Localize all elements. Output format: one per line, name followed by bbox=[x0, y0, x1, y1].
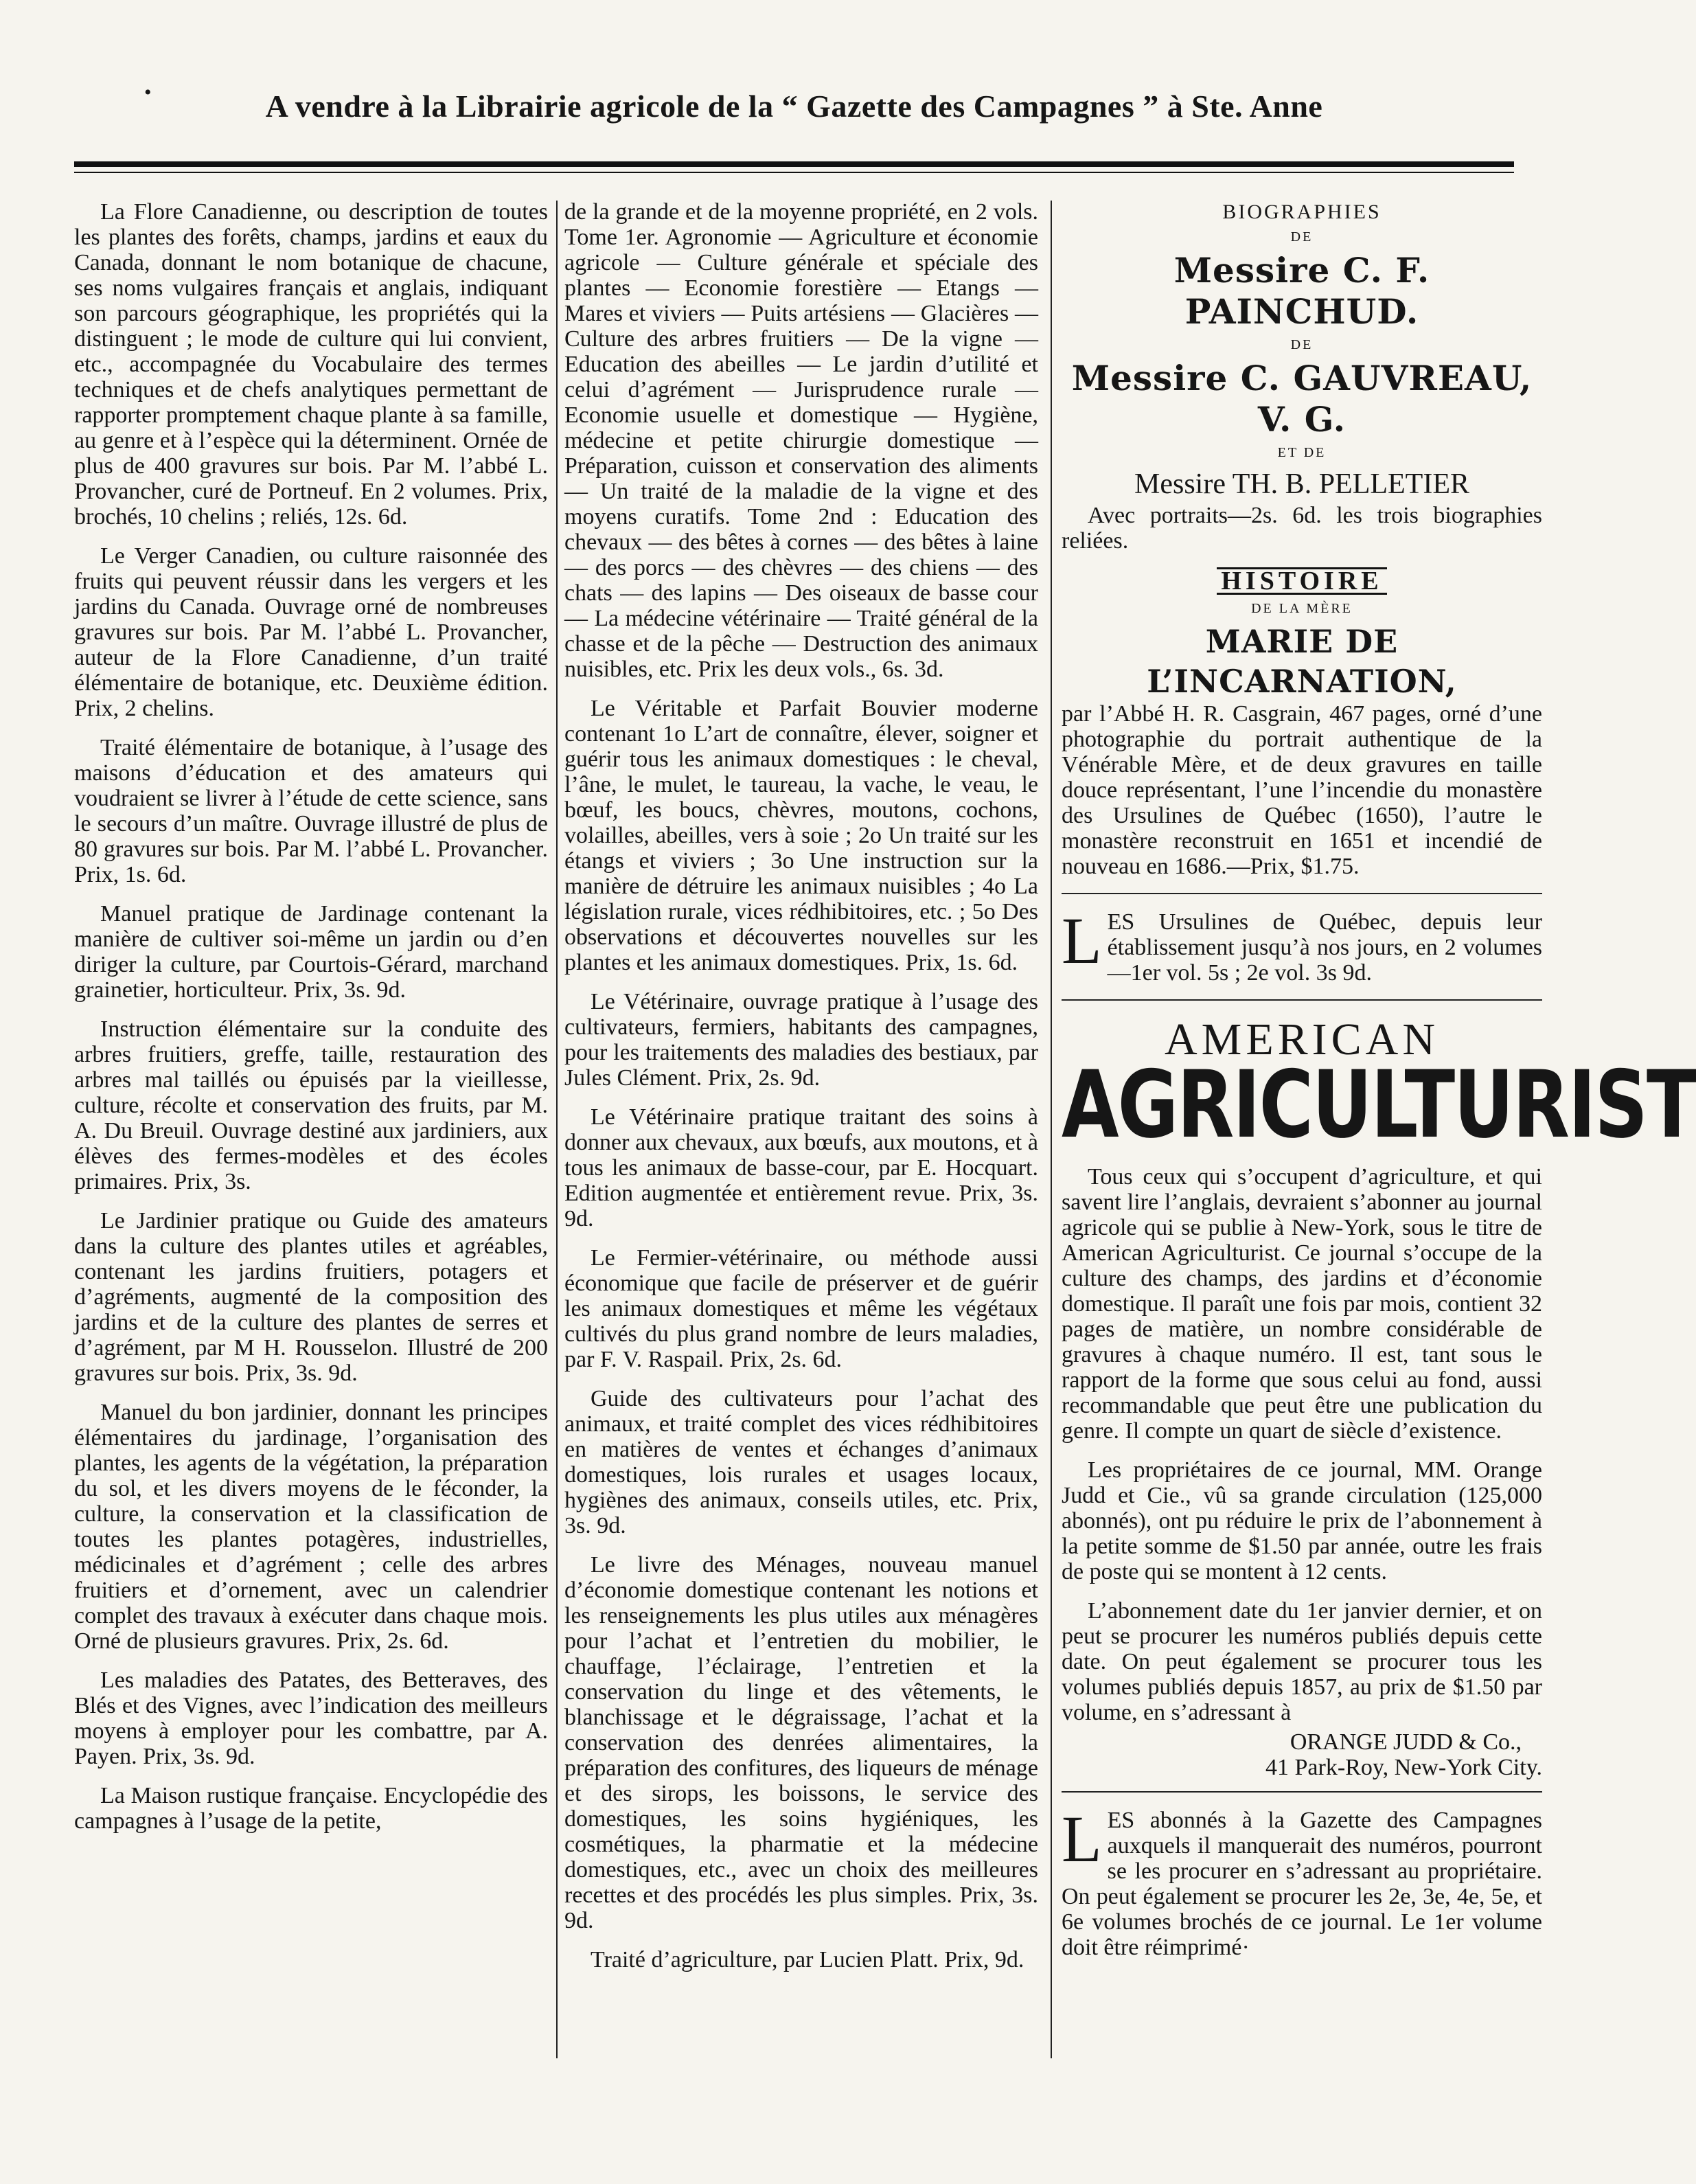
article-traite-agriculture: Traité d’agriculture, par Lucien Platt. Prix, 9d. bbox=[591, 1947, 1024, 1972]
biographies-heading: BIOGRAPHIES bbox=[1222, 201, 1382, 223]
biographies-de-2: DE bbox=[1290, 337, 1314, 352]
article-manuel-jardinage: Manuel pratique de Jardinage contenant la manière de cultiver soi-même un jardin ou d’en diriger la culture, par Courtois-Gérard, marchand grainetier, horticulteur. Prix, 3s. 9d. bbox=[74, 901, 548, 1003]
agriculturist-heading: AGRICULTURIST bbox=[1062, 1051, 1696, 1159]
article-instruction-arbres: Instruction élémentaire sur la conduite des arbres fruitiers, greffe, taille, restauration des arbres mal taillés ou épuisés par la vieillesse, culture, récolte et conservation des fruits, par M. A. Du Breuil. Ouvrage destiné aux jardiniers, aux élèves des fermes-modèles et des écoles primaires. Prix, 3s. bbox=[74, 1016, 548, 1194]
ursulines-notice bbox=[1062, 904, 1542, 986]
article-guide-cultivateurs: Guide des cultivateurs pour l’achat des animaux, et traité complet des vices rédhibitoires en matières de ventes et échanges d’animaux domestiques, lois rurales et usages locaux, hygiènes des animaux, conseils utiles, etc. Prix, 3s. 9d. bbox=[564, 1386, 1038, 1538]
histoire-heading: HISTOIRE bbox=[1217, 567, 1386, 595]
separator-abonnes bbox=[1062, 1791, 1542, 1793]
american-heading: AMERICAN bbox=[1164, 1014, 1439, 1065]
agriculturist-heading-wrap bbox=[1062, 1051, 1696, 1159]
article-maladies-patates: Les maladies des Patates, des Betteraves, des Blés et des Vignes, avec l’indication des meilleurs moyens à employer pour les combattre, par A. Payen. Prix, 3s. 9d. bbox=[74, 1668, 548, 1769]
column-divider-2 bbox=[1051, 201, 1052, 2058]
page-header: A vendre à la Librairie agricole de la “ Gazette des Campagnes ” à Ste. Anne bbox=[265, 89, 1323, 124]
column-divider-1 bbox=[556, 201, 558, 2058]
column-3 bbox=[1062, 199, 1696, 1974]
orange-judd-signature: ORANGE JUDD & Co., bbox=[1290, 1729, 1522, 1755]
article-verger-canadien: Le Verger Canadien, ou culture raisonnée des fruits qui peuvent réussir dans les vergers et les jardins du Canada. Ouvrage orné de nombreuses gravures sur bois. Par M. l’abbé L. Provancher, auteur de la Flore Canadienne, d’un traité élémentaire de botanique, etc. Deuxième édition. Prix, 2 chelins. bbox=[74, 543, 548, 721]
article-livre-menages: Le livre des Ménages, nouveau manuel d’économie domestique contenant les notions et les renseignements les plus utiles aux ménagères pour l’achat et l’entretien du mobilier, le chauffage, l’éclairage, l’entretien et la conservation du linge et des vêtements, le blanchissage et le dégraissage, l’achat et la conservation des denrées alimentaires, la préparation des confitures, des liqueurs de ménage et des sirops, les boissons, le service des domestiques, les soins hygiéniques, les cosmétiques, la pharmatie et la médecine domestiques, etc., avec un choix des meilleures recettes et des procédés les plus simples. Prix, 3s. 9d. bbox=[564, 1552, 1038, 1933]
article-fermier-veterinaire: Le Fermier-vétérinaire, ou méthode aussi économique que facile de préserver et de guérir les animaux domestiques et même les végétaux cultivés du plus grand nombre de leurs maladies, par F. V. Raspail. Prix, 2s. 6d. bbox=[564, 1245, 1038, 1372]
article-veterinaire: Le Vétérinaire, ouvrage pratique à l’usage des cultivateurs, fermiers, habitants des campagnes, pour les traitements des maladies des bestiaux, par Jules Clément. Prix, 2s. 9d. bbox=[564, 989, 1038, 1091]
article-bon-jardinier: Manuel du bon jardinier, donnant les principes élémentaires du jardinage, l’organisation des plantes, les agents de la végétation, la préparation du sol, et les divers moyens de le féconder, la culture, la conservation et la classification de toutes les plantes potagères, industrielles, médicinales et d’agrément ; celle des arbres fruitiers et d’ornement, avec un calendrier complet des travaux à exécuter dans chaque mois. Orné de plusieurs gravures. Prix, 2s. 6d. bbox=[74, 1400, 548, 1654]
separator-ursulines bbox=[1062, 893, 1542, 894]
agriculturist-para-2: Les propriétaires de ce journal, MM. Orange Judd et Cie., vû sa grande circulation (125,000 abonnés), ont pu réduire le prix de l’abonnement à la petite somme de $1.50 par année, outre les frais de poste qui se montent à 12 cents. bbox=[1062, 1457, 1542, 1584]
article-flore-canadienne: La Flore Canadienne, ou description de toutes les plantes des forêts, champs, jardins et eaux du Canada, donnant le nom botanique de chacune, ses noms vulgaires français et anglais, indiquant son parcours géographique, les propriétés qui la distinguent ; le mode de culture qui lui convient, etc., accompagnée du Vocabulaire des termes techniques et de chefs analytiques permettant de rapporter promptement chaque plante à sa famille, au genre et à l’espèce qui la déterminent. Ornée de plus de 400 gravures sur bois. Par M. l’abbé L. Provancher, curé de Portneuf. En 2 volumes. Prix, brochés, 10 chelins ; reliés, 12s. 6d. bbox=[74, 199, 548, 530]
agriculturist-para-1: Tous ceux qui s’occupent d’agriculture, et qui savent lire l’anglais, devraient s’abonner au journal agricole qui se publie à New-York, sous le titre de American Agriculturist. Ce journal s’occupe de la culture des champs, des jardins et d’économie domestique. Il paraît une fois par mois, contient 32 pages de matière, un nombre considérable de gravures à chaque numéro. Il est, tant sous le rapport de la forme que sous celui au fond, aussi recommandable que peut être une publication du genre. Il compte un quart de siècle d’existence. bbox=[1062, 1164, 1542, 1444]
biography-name-pelletier: Messire TH. B. PELLETIER bbox=[1134, 468, 1469, 500]
ursulines-text: ES Ursulines de Québec, depuis leur établissement jusqu’à nos jours, en 2 volumes—1er vol. 5s ; 2e vol. 3s 9d. bbox=[1107, 909, 1542, 986]
separator-american bbox=[1062, 999, 1542, 1001]
header-rule-thick bbox=[74, 161, 1514, 167]
ursulines-dropcap: L bbox=[1062, 904, 1102, 977]
article-maison-rustique-cont: de la grande et de la moyenne propriété, en 2 vols. Tome 1er. Agronomie — Agriculture et économie agricole — Culture générale et spéciale des plantes — Economie forestière — Etangs — Mares et viviers — Puits artésiens — Glacières — Culture des arbres fruitiers — De la vigne — Education des abeilles — Le jardin d’utilité et celui d’agrément — Jurisprudence rurale — Economie usuelle et domestique — Hygiène, médecine et petite chirurgie domestique — Préparation, cuisson et conservation des aliments — Un traité de la maladie de la vigne et des moyens curatifs. Tome 2nd : Education des chevaux — des bêtes à cornes — des bêtes à laine — des porcs — des chèvres — des chiens — des chats — des lapins — Des oiseaux de basse cour — La médecine vétérinaire — Traité général de la chasse et de la pêche — Destruction des animaux nuisibles, etc. Prix les deux vols., 6s. 3d. bbox=[564, 199, 1038, 682]
bullet-mark: • bbox=[144, 81, 152, 104]
column-2 bbox=[564, 199, 1038, 1986]
biographies-et-de: ET DE bbox=[1277, 445, 1327, 460]
orange-judd-address: 41 Park-Roy, New-York City. bbox=[1265, 1755, 1542, 1780]
biographies-de-1: DE bbox=[1290, 229, 1314, 244]
marie-incarnation-text: par l’Abbé H. R. Casgrain, 467 pages, orné d’une photographie du portrait authentique de la Vénérable Mère, et de deux gravures en taille douce représentant, l’une l’incendie du monastère des Ursulines de Québec (1650), l’autre le monastère reconstruit en 1651 et incendié de nouveau en 1686.—Prix, $1.75. bbox=[1062, 701, 1542, 879]
header-rule-thin bbox=[74, 172, 1514, 173]
marie-incarnation-title: MARIE DE L’INCARNATION, bbox=[1147, 623, 1457, 700]
abonnes-notice bbox=[1062, 1802, 1542, 1960]
de-la-mere: DE LA MÈRE bbox=[1251, 601, 1353, 616]
article-traite-botanique: Traité élémentaire de botanique, à l’usage des maisons d’éducation et des amateurs qui voudraient se livrer à l’étude de cette science, sans le secours d’un maître. Ouvrage illustré de plus de 80 gravures sur bois. Par M. l’abbé L. Provancher. Prix, 1s. 6d. bbox=[74, 735, 548, 887]
article-parfait-bouvier: Le Véritable et Parfait Bouvier moderne contenant 1o L’art de connaître, élever, soigner et guérir tous les animaux domestiques : le cheval, l’âne, le mulet, le taureau, la vache, le veau, le bœuf, les boucs, chèvres, moutons, cochons, volailles, abeilles, vers à soie ; 2o Un traité sur les étangs et viviers ; 3o Une instruction sur la manière de détruire les animaux nuisibles ; 4o La législation rurale, vices rédhibitoires, etc. ; 5o Des observations et découvertes nouvelles sur les plantes et les animaux domestiques. Prix, 1s. 6d. bbox=[564, 696, 1038, 975]
article-veterinaire-pratique: Le Vétérinaire pratique traitant des soins à donner aux chevaux, aux bœufs, aux moutons, et à tous les animaux de basse-cour, par E. Hocquart. Edition augmentée et entièrement revue. Prix, 3s. 9d. bbox=[564, 1104, 1038, 1231]
histoire-heading-wrap bbox=[1062, 567, 1542, 595]
biographies-price: Avec portraits—2s. 6d. les trois biographies reliées. bbox=[1062, 503, 1542, 554]
article-maison-rustique: La Maison rustique française. Encyclopédie des campagnes à l’usage de la petite, bbox=[74, 1783, 548, 1834]
agriculturist-para-3: L’abonnement date du 1er janvier dernier, et on peut se procurer les numéros publiés depuis cette date. On peut également se procurer tous les volumes publiés depuis 1857, au prix de $1.50 par volume, en s’adressant à bbox=[1062, 1598, 1542, 1725]
biography-name-painchud: Messire C. F. PAINCHUD. bbox=[1173, 250, 1430, 332]
abonnes-text: ES abonnés à la Gazette des Campagnes auxquels il manquerait des numéros, pourront se les procurer en s’adressant au propriétaire. On peut également se procurer les 2e, 3e, 4e, 5e, et 6e volumes brochés de ce journal. Le 1er volume doit être réimprimé· bbox=[1062, 1808, 1542, 1960]
biography-name-gauvreau: Messire C. GAUVREAU, V. G. bbox=[1071, 358, 1533, 440]
article-jardinier-pratique: Le Jardinier pratique ou Guide des amateurs dans la culture des plantes utiles et agréables, contenant les jardins fruitiers, potagers et d’agréments, augmenté de la composition des jardins et de la culture des plantes de serres et d’agrément, par M H. Rousselon. Illustré de 200 gravures sur bois. Prix, 3s. 9d. bbox=[74, 1208, 548, 1386]
column-1 bbox=[74, 199, 548, 1847]
abonnes-dropcap: L bbox=[1062, 1802, 1102, 1876]
